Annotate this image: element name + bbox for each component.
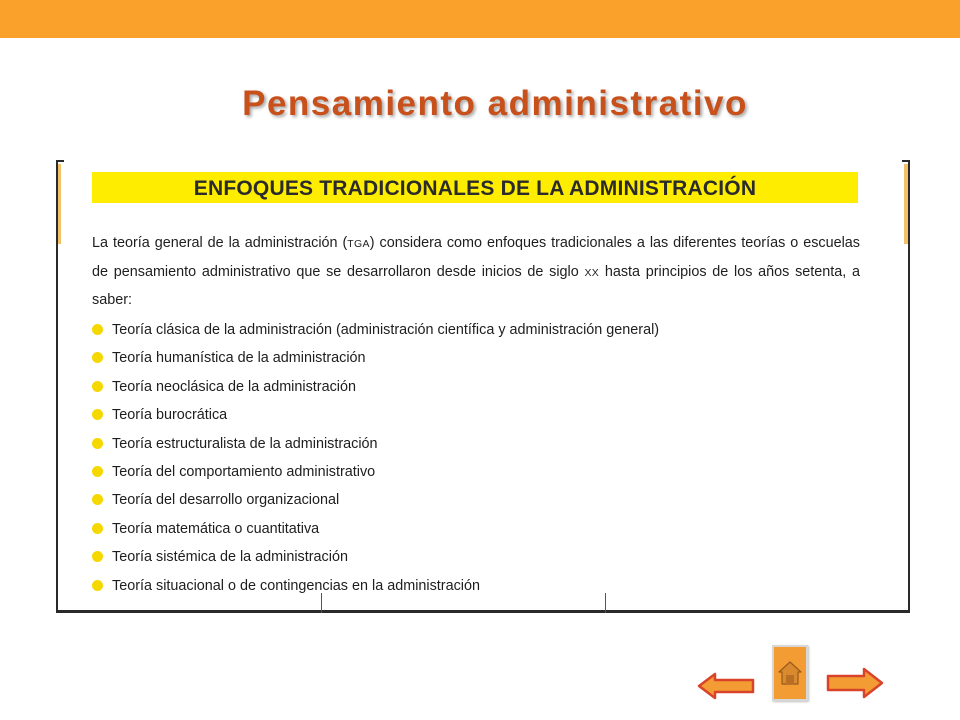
list-item-text: Teoría sistémica de la administración [112, 549, 348, 566]
slide-title: Pensamiento administrativo [242, 84, 748, 123]
intro-century: XX [584, 266, 600, 279]
list-item [92, 344, 852, 372]
list-item-text: Teoría del desarrollo organizacional [112, 492, 340, 509]
bullet-icon [92, 466, 103, 477]
list-item-text: Teoría burocrática [112, 407, 228, 424]
list-item [92, 572, 852, 600]
list-item [92, 373, 852, 401]
left-arrow-icon [697, 672, 755, 700]
list-item [92, 458, 852, 486]
home-button[interactable] [772, 645, 808, 701]
panel-corner-tick-left [56, 160, 64, 162]
list-item [92, 486, 852, 514]
list-item-text: Teoría matemática o cuantitativa [112, 520, 320, 537]
list-item [92, 430, 852, 458]
list-item [92, 515, 852, 543]
panel-accent-left [58, 164, 61, 244]
intro-abbreviation: TGA [347, 238, 370, 250]
bullet-icon [92, 381, 103, 392]
list-item [92, 316, 852, 344]
forward-button[interactable] [826, 666, 884, 700]
bullet-icon [92, 352, 103, 363]
intro-text-part1: La teoría general de la administración ( [92, 235, 348, 251]
intro-paragraph [92, 230, 860, 315]
bullet-icon [92, 523, 103, 534]
bullet-icon [92, 551, 103, 562]
bullet-icon [92, 409, 103, 420]
intro-text-part2: ) considera como enfoques tradicionales a las diferentes teorías o escuelas de pensamiento administrativo que se desarrollaron desde inicios de siglo [92, 235, 860, 280]
bullet-icon [92, 494, 103, 505]
list-item [92, 543, 852, 571]
list-item [92, 401, 852, 429]
home-icon [778, 661, 802, 685]
panel-accent-right [904, 164, 908, 244]
theory-list [92, 316, 852, 600]
intro-text-part3: hasta principios de los años setenta, a saber: [92, 263, 861, 308]
back-button[interactable] [697, 672, 755, 700]
list-item-text: Teoría clásica de la administración (administración científica y administración general) [112, 322, 660, 338]
list-item-text: Teoría del comportamiento administrativo [112, 463, 376, 480]
list-item-text: Teoría situacional o de contingencias en la administración [112, 577, 480, 594]
list-item-text: Teoría estructuralista de la administración [112, 435, 378, 452]
top-accent-bar [0, 0, 960, 38]
section-heading: ENFOQUES TRADICIONALES DE LA ADMINISTRACIÓN [193, 177, 757, 200]
bullet-icon [92, 438, 103, 449]
list-item-text: Teoría neoclásica de la administración [112, 378, 356, 395]
right-arrow-icon [826, 666, 884, 700]
bullet-icon [92, 324, 103, 335]
bullet-icon [92, 580, 103, 591]
list-item-text: Teoría humanística de la administración [112, 350, 366, 367]
panel-corner-tick-right [902, 160, 910, 162]
